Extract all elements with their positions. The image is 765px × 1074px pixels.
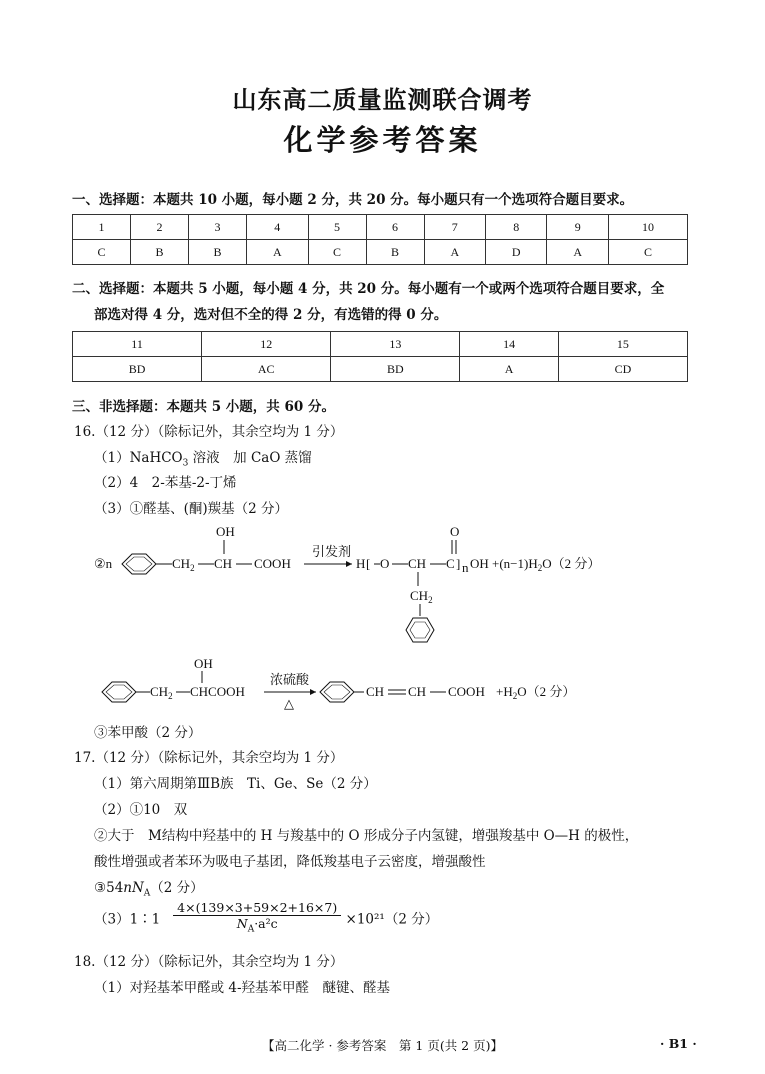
q18-heading: 18.（12 分）（除标记外，其余空均为 1 分） bbox=[74, 954, 344, 970]
svg-text:CH: CH bbox=[408, 684, 427, 699]
section1-number-row bbox=[73, 215, 688, 240]
q16-equation1 bbox=[90, 520, 730, 650]
q16-part1: （1）NaHCO$_3$ 溶液 加 CaO 蒸馏 bbox=[94, 450, 312, 469]
svg-text:n: n bbox=[462, 560, 469, 575]
page-subtitle: 化学参考答案 bbox=[283, 123, 482, 157]
section1-heading: 一、选择题：本题共 10 小题，每小题 2 分，共 20 分。每小题只有一个选项符合题目要求。 bbox=[72, 192, 634, 208]
svg-text:OH: OH bbox=[194, 656, 213, 671]
page-number: · B1 · bbox=[660, 1036, 697, 1051]
svg-text:CH: CH bbox=[408, 556, 427, 571]
answer-cell: B bbox=[131, 240, 189, 265]
q16-part3c: ③苯甲酸（2 分） bbox=[94, 725, 202, 741]
answer-cell: CD bbox=[558, 357, 687, 382]
question-number-cell: 5 bbox=[308, 215, 366, 240]
answer-cell: D bbox=[486, 240, 547, 265]
section2-heading-line2: 部选对得 4 分，选对但不全的得 2 分，有选错的得 0 分。 bbox=[94, 307, 448, 323]
benzene-inner-ring bbox=[106, 685, 132, 699]
q17-part2b-line2: 酸性增强或者苯环为吸电子基团，降低羧基电子云密度，增强酸性 bbox=[94, 854, 486, 870]
q16-part3: （3）①醛基、(酮)羰基（2 分） bbox=[94, 501, 289, 517]
svg-text:浓硫酸: 浓硫酸 bbox=[270, 672, 310, 687]
answer-cell: A bbox=[547, 240, 608, 265]
svg-text:CHCOOH: CHCOOH bbox=[190, 684, 245, 699]
question-number-cell: 12 bbox=[202, 332, 331, 357]
q18-part1: （1）对羟基苯甲醛或 4-羟基苯甲醛 醚键、醛基 bbox=[94, 980, 391, 996]
answer-cell: C bbox=[308, 240, 366, 265]
question-number-cell: 1 bbox=[73, 215, 131, 240]
section3-heading: 三、非选择题：本题共 5 小题，共 60 分。 bbox=[72, 399, 335, 415]
answer-cell: B bbox=[189, 240, 247, 265]
q17-part1: （1）第六周期第ⅢB族 Ti、Ge、Se（2 分） bbox=[94, 776, 377, 792]
question-number-cell: 2 bbox=[131, 215, 189, 240]
svg-text:+H2O（2 分）: $+H_2O(2$ 分） bbox=[496, 684, 576, 701]
question-number-cell: 14 bbox=[460, 332, 558, 357]
q17-heading: 17.（12 分）（除标记外，其余空均为 1 分） bbox=[74, 750, 344, 766]
question-number-cell: 4 bbox=[247, 215, 308, 240]
question-number-cell: 8 bbox=[486, 215, 547, 240]
svg-text:CH: CH bbox=[214, 556, 233, 571]
svg-text:引发剂: 引发剂 bbox=[312, 544, 352, 559]
q16-part2: （2）4 2-苯基-2-丁烯 bbox=[94, 475, 237, 491]
svg-text:COOH: COOH bbox=[448, 684, 485, 699]
question-number-cell: 15 bbox=[558, 332, 687, 357]
answer-cell: BD bbox=[73, 357, 202, 382]
answer-cell: A bbox=[460, 357, 558, 382]
q17-part2b-line1: ②大于 M结构中羟基中的 H 与羧基中的 O 形成分子内氢键，增强羧基中 O—H 的极性， bbox=[94, 828, 639, 844]
benzene-inner-ring bbox=[126, 557, 152, 571]
benzene-inner-ring bbox=[324, 685, 350, 699]
question-number-cell: 10 bbox=[608, 215, 687, 240]
svg-text:CH2: $CH_2$ bbox=[150, 684, 173, 701]
answer-cell: C bbox=[608, 240, 687, 265]
answer-cell: BD bbox=[331, 357, 460, 382]
answer-cell: AC bbox=[202, 357, 331, 382]
svg-text:[: [ bbox=[366, 556, 371, 571]
section2-table bbox=[72, 331, 688, 382]
section2-heading-line1: 二、选择题：本题共 5 小题，每小题 4 分，共 20 分。每小题有一个或两个选项符合题目要求，全 bbox=[72, 281, 665, 297]
answer-cell: C bbox=[73, 240, 131, 265]
svg-text:OH: OH bbox=[216, 524, 235, 539]
svg-text:②n: ②n bbox=[94, 556, 113, 571]
section1-answer-row bbox=[73, 240, 688, 265]
svg-text:CH: CH bbox=[366, 684, 385, 699]
q17-part3: （3）1∶1 $\frac{4\times(139\times 3+59\times 2+16\times 7)}{N_A\cdot a^2c}$ ×10²¹（2 分） bbox=[94, 900, 439, 935]
svg-text:]: ] bbox=[456, 556, 461, 571]
svg-text:O: O bbox=[380, 556, 390, 571]
q16-heading: 16.（12 分）（除标记外，其余空均为 1 分） bbox=[74, 424, 344, 440]
question-number-cell: 3 bbox=[189, 215, 247, 240]
svg-text:C: C bbox=[446, 556, 455, 571]
question-number-cell: 11 bbox=[73, 332, 202, 357]
q17-part2c: $③54nN_A(2$ 分） bbox=[94, 880, 204, 899]
section2-answer-row bbox=[73, 357, 688, 382]
q17-part2: （2）①10 双 bbox=[94, 802, 188, 818]
benzene-inner-ring bbox=[410, 622, 430, 638]
question-number-cell: 6 bbox=[366, 215, 424, 240]
svg-text:H: H bbox=[356, 556, 366, 571]
svg-text:CH2: $CH_2$ bbox=[410, 588, 433, 605]
page-title: 山东高二质量监测联合调考 bbox=[232, 85, 533, 114]
q16-equation2 bbox=[94, 654, 714, 714]
svg-text:△: △ bbox=[284, 696, 294, 711]
question-number-cell: 7 bbox=[424, 215, 485, 240]
section1-table bbox=[72, 214, 688, 265]
density-fraction: $\frac{4\times(139\times 3+59\times 2+16\times 7)}{N_A\cdot a^2c}$ bbox=[173, 900, 341, 935]
answer-cell: B bbox=[366, 240, 424, 265]
answer-cell: A bbox=[424, 240, 485, 265]
answer-cell: A bbox=[247, 240, 308, 265]
svg-text:COOH: COOH bbox=[254, 556, 291, 571]
svg-text:CH2: $CH_2$ bbox=[172, 556, 195, 573]
page-footer: 【高二化学 · 参考答案 第 1 页(共 2 页)】 bbox=[262, 1038, 503, 1053]
svg-text:OH: OH bbox=[470, 556, 489, 571]
svg-text:O: O bbox=[450, 524, 460, 539]
section2-number-row bbox=[73, 332, 688, 357]
question-number-cell: 9 bbox=[547, 215, 608, 240]
question-number-cell: 13 bbox=[331, 332, 460, 357]
svg-text:+(n−1)H2O（2 分）: $+(n-1)H_2O(2$ 分） bbox=[492, 556, 601, 573]
